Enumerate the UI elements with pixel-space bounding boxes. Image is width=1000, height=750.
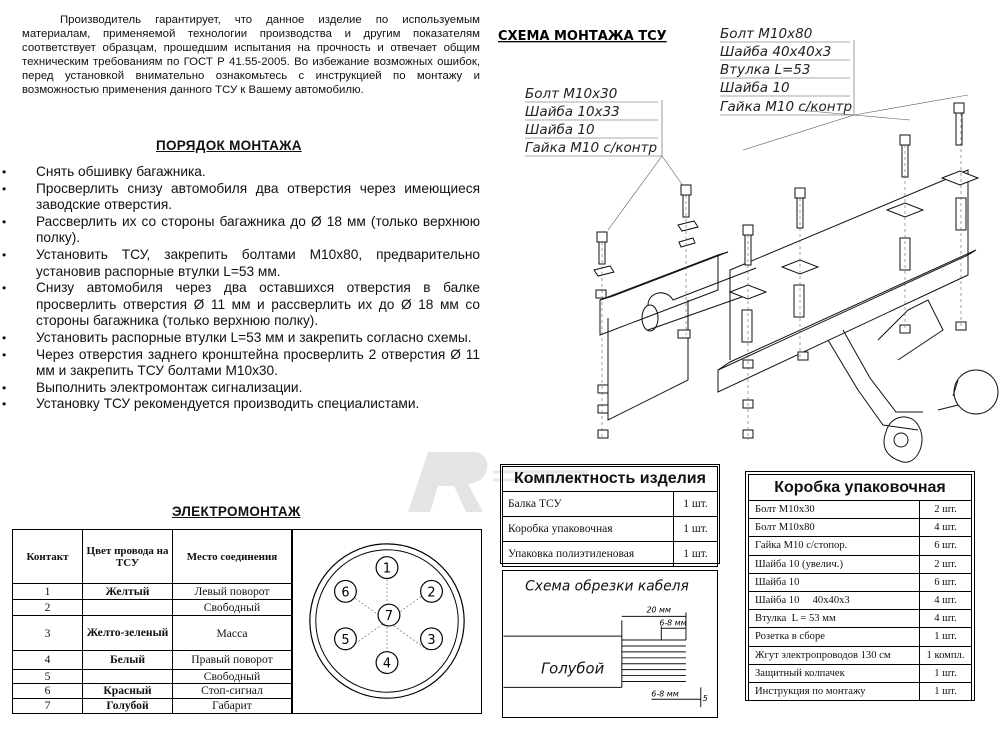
svg-text:4: 4 [382, 656, 392, 672]
table-row: 5 Свободный [13, 669, 292, 683]
label-nut-right: Гайка М10 с/контр [720, 99, 853, 115]
table-row: Шайба 10 (увелич.) 2 шт. [749, 555, 972, 573]
kit-title: Комплектность изделия [503, 467, 718, 492]
table-row: Инструкция по монтажу 1 шт. [749, 682, 972, 700]
header-wire-color: Цвет провода на ТСУ [83, 530, 173, 584]
mounting-scheme [498, 0, 1000, 465]
mounting-step: • Рассверлить их со стороны багажника до Ø 18 мм (только верхнюю полку). [2, 213, 480, 246]
label-washer-40: Шайба 40х40х3 [720, 44, 832, 60]
svg-text:6: 6 [341, 585, 350, 601]
table-row: Розетка в сборе 1 шт. [749, 628, 972, 646]
table-row: Болт М10х80 4 шт. [749, 519, 972, 537]
svg-text:7: 7 [384, 609, 394, 625]
table-row: Упаковка полиэтиленовая 1 шт. [503, 542, 718, 567]
kit-table [502, 466, 718, 567]
wire-label: Голубой [540, 660, 605, 678]
svg-text:5: 5 [341, 632, 350, 648]
table-row: Коробка упаковочная 1 шт. [503, 517, 718, 542]
mounting-step: • Просверлить снизу автомобиля два отверстия через имеющиеся заводские отверстия. [2, 180, 480, 213]
label-washer-10-right: Шайба 10 [720, 80, 790, 96]
table-row: Шайба 10 40х40х3 4 шт. [749, 591, 972, 609]
label-bolt-m10x80: Болт М10х80 [720, 26, 813, 42]
table-row: 7 Голубой Габарит [13, 698, 292, 713]
label-nut-left: Гайка М10 с/контр [525, 140, 658, 156]
table-row: 2 Свободный [13, 600, 292, 616]
cable-cut-scheme [502, 570, 718, 718]
dim-20: 20 мм [646, 605, 671, 615]
table-row: 4 Белый Правый поворот [13, 650, 292, 669]
header-place: Место соединения [173, 530, 292, 584]
dim-6-8-top: 6-8 мм [659, 618, 687, 628]
warranty-text: Производитель гарантирует, что данное изделие по используемым материалам, применяемой технологии производства и другим показателям соответствует образцам, прошедшим испытания на прочность и отвечает общим техническим требованиям по ГОСТ Р 41.55-2005. Во избежание возможных ошибок, перед установкой внимательно ознакомьтесь с инструкцией по монтажу и возможностью применения данного ТСУ к Вашему автомобилю. [22, 14, 480, 96]
table-row: Шайба 10 6 шт. [749, 573, 972, 591]
mounting-step: • Через отверстия заднего кронштейна просверлить 2 отверстия Ø 11 мм и закрепить ТСУ болтами М10х30. [2, 346, 480, 379]
table-row: Жгут электропроводов 130 см 1 компл. [749, 646, 972, 664]
table-row: Гайка М10 с/стопор. 6 шт. [749, 537, 972, 555]
mounting-title: ПОРЯДОК МОНТАЖА [156, 138, 302, 153]
table-row: 1 Желтый Левый поворот [13, 584, 292, 600]
mounting-step: • Установку ТСУ рекомендуется производить специалистами. [2, 396, 420, 412]
header-contact: Контакт [13, 530, 83, 584]
label-sleeve: Втулка L=53 [720, 62, 811, 78]
label-bolt-m10x30: Болт М10х30 [525, 86, 618, 102]
box-title: Коробка упаковочная [749, 475, 972, 501]
mounting-steps [0, 164, 480, 413]
table-row: Втулка L = 53 мм 4 шт. [749, 610, 972, 628]
contacts-table [12, 529, 292, 714]
svg-text:3: 3 [427, 632, 436, 648]
mounting-step: • Снизу автомобиля через два оставшихся отверстия в балке просверлить отверстия Ø 11 мм и рассверлить их до Ø 18 мм со стороны багажника (только верхнюю полку). [2, 280, 480, 329]
svg-text:2: 2 [427, 585, 436, 601]
svg-text:1: 1 [382, 561, 392, 577]
box-table [748, 474, 972, 701]
electro-title: ЭЛЕКТРОМОНТАЖ [172, 504, 301, 519]
table-row: 6 Красный Стоп-сигнал [13, 683, 292, 698]
dim-6-8-bottom: 6-8 мм [651, 689, 679, 699]
table-row: Болт М10х30 2 шт. [749, 501, 972, 519]
cable-title: Схема обрезки кабеля [525, 578, 689, 595]
mounting-step: • Снять обшивку багажника. [2, 164, 206, 179]
label-washer-10x33: Шайба 10х33 [525, 104, 620, 120]
dim-5: 5 [702, 694, 708, 704]
table-row: 3 Желто-зеленый Масса [13, 616, 292, 650]
towbar-drawing [498, 0, 1000, 465]
cable-diagram [503, 571, 717, 717]
table-row: Защитный колпачек 1 шт. [749, 664, 972, 682]
mounting-step: • Выполнить электромонтаж сигнализации. [2, 379, 303, 395]
socket-pinout [292, 529, 482, 714]
mounting-step: • Установить ТСУ, закрепить болтами М10х80, предварительно установив распорные втулки L=53 мм. [2, 246, 480, 279]
socket-diagram [293, 530, 481, 713]
table-row: Балка ТСУ 1 шт. [503, 492, 718, 517]
mounting-step: • Установить распорные втулки L=53 мм и закрепить согласно схемы. [2, 329, 472, 345]
scheme-title: СХЕМА МОНТАЖА ТСУ [498, 29, 667, 44]
label-washer-10-left: Шайба 10 [525, 122, 595, 138]
